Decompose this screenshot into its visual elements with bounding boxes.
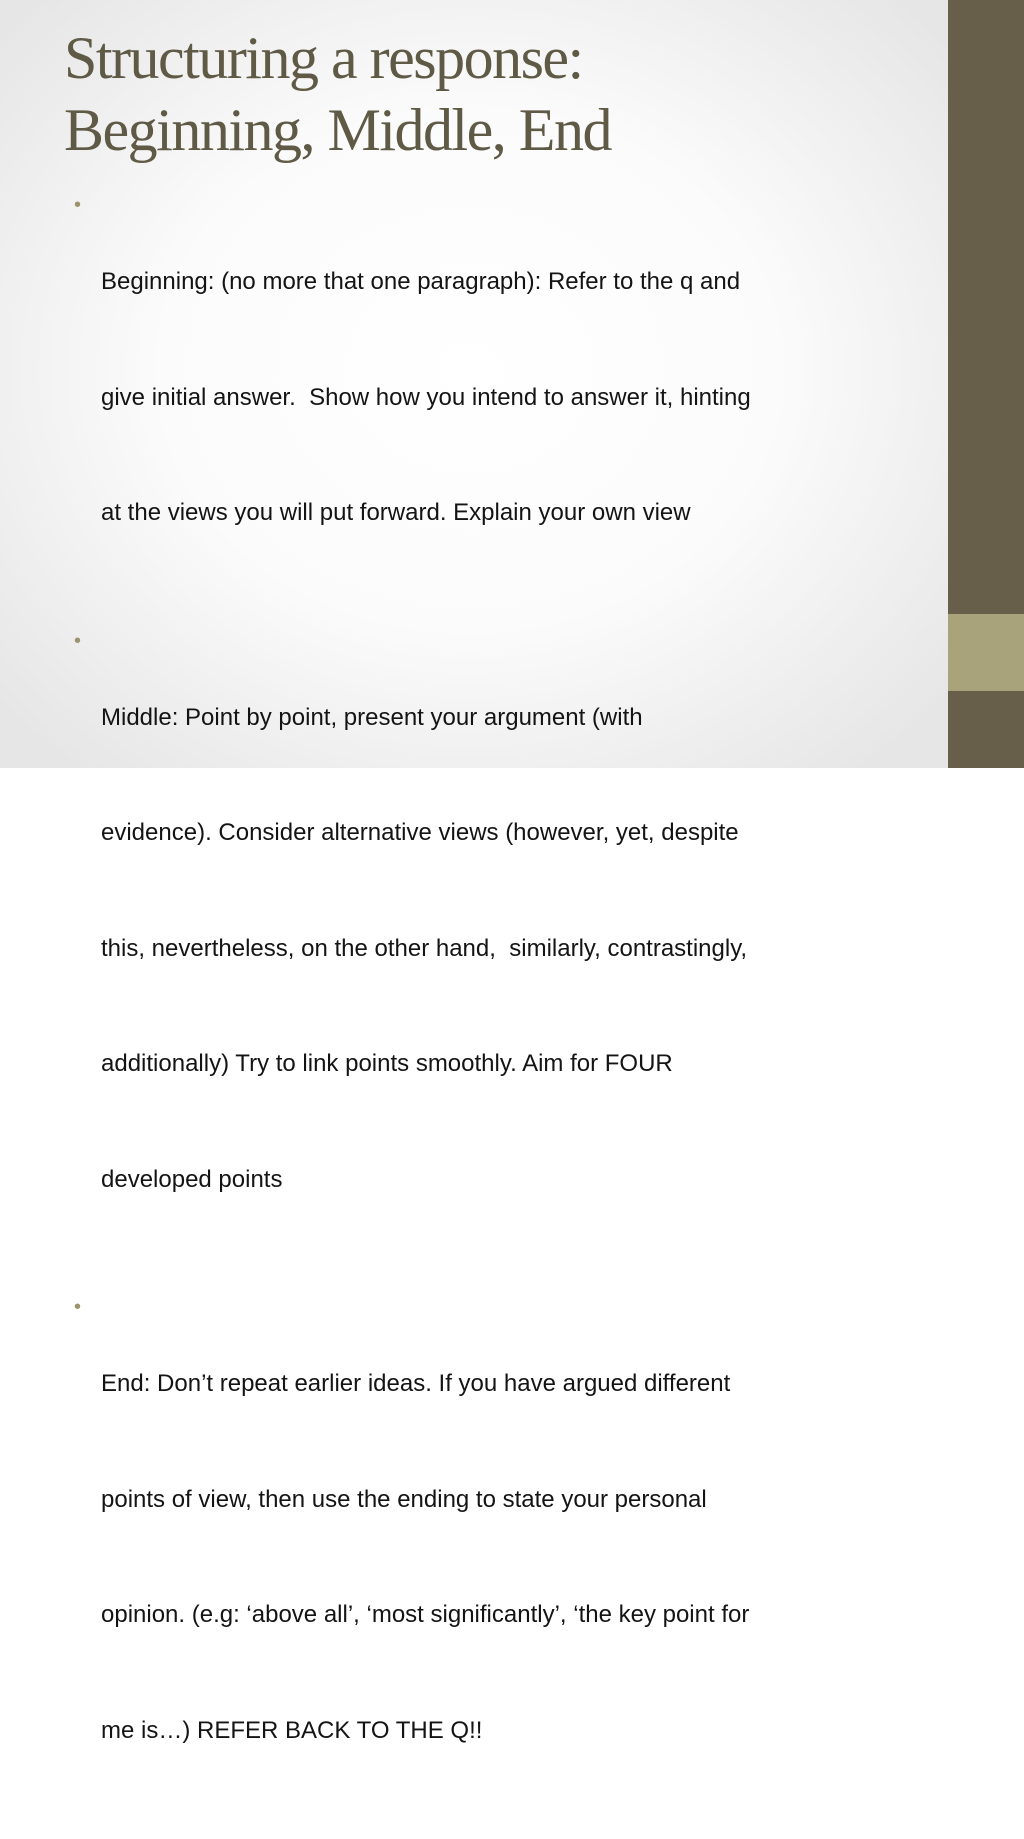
bullet-icon: • — [74, 629, 82, 652]
bullet-text — [101, 1288, 894, 1827]
bullet-icon: • — [74, 194, 82, 216]
bullet-item-middle — [74, 622, 894, 1277]
bullet-line: give initial answer. Show how you intend to answer it, hinting — [101, 383, 751, 411]
bullet-line: points of view, then use the ending to state your personal — [101, 1485, 707, 1513]
side-bar-accent — [948, 614, 1024, 691]
bullet-icon: • — [74, 1296, 82, 1318]
bullet-line: End: Don’t repeat earlier ideas. If you have argued different — [101, 1370, 731, 1397]
bullet-line: Beginning: (no more that one paragraph): Refer to the q and — [101, 268, 741, 295]
bullet-line: additionally) Try to link points smoothly. Aim for FOUR — [101, 1050, 673, 1077]
bullet-line: Middle: Point by point, present your argument (with — [101, 703, 643, 731]
bullet-line: me is…) REFER BACK TO THE Q!! — [101, 1716, 483, 1744]
slide-title — [64, 22, 924, 166]
bullet-item-end — [74, 1288, 894, 1827]
bullet-text — [101, 622, 894, 1277]
bullet-list — [74, 186, 894, 1839]
bullet-line: evidence). Consider alternative views (however, yet, despite — [101, 819, 739, 846]
bullet-line: this, nevertheless, on the other hand, similarly, contrastingly, — [101, 934, 748, 962]
bullet-line: developed points — [101, 1165, 283, 1193]
bullet-text — [101, 186, 894, 610]
title-line-2: Beginning, Middle, End — [64, 97, 611, 163]
bullet-line: at the views you will put forward. Explain your own view — [101, 499, 691, 526]
bullet-line: opinion. (e.g: ‘above all’, ‘most significantly’, ‘the key point for — [101, 1601, 750, 1628]
bullet-item-beginning — [74, 186, 894, 610]
title-line-1: Structuring a response: — [64, 25, 583, 91]
